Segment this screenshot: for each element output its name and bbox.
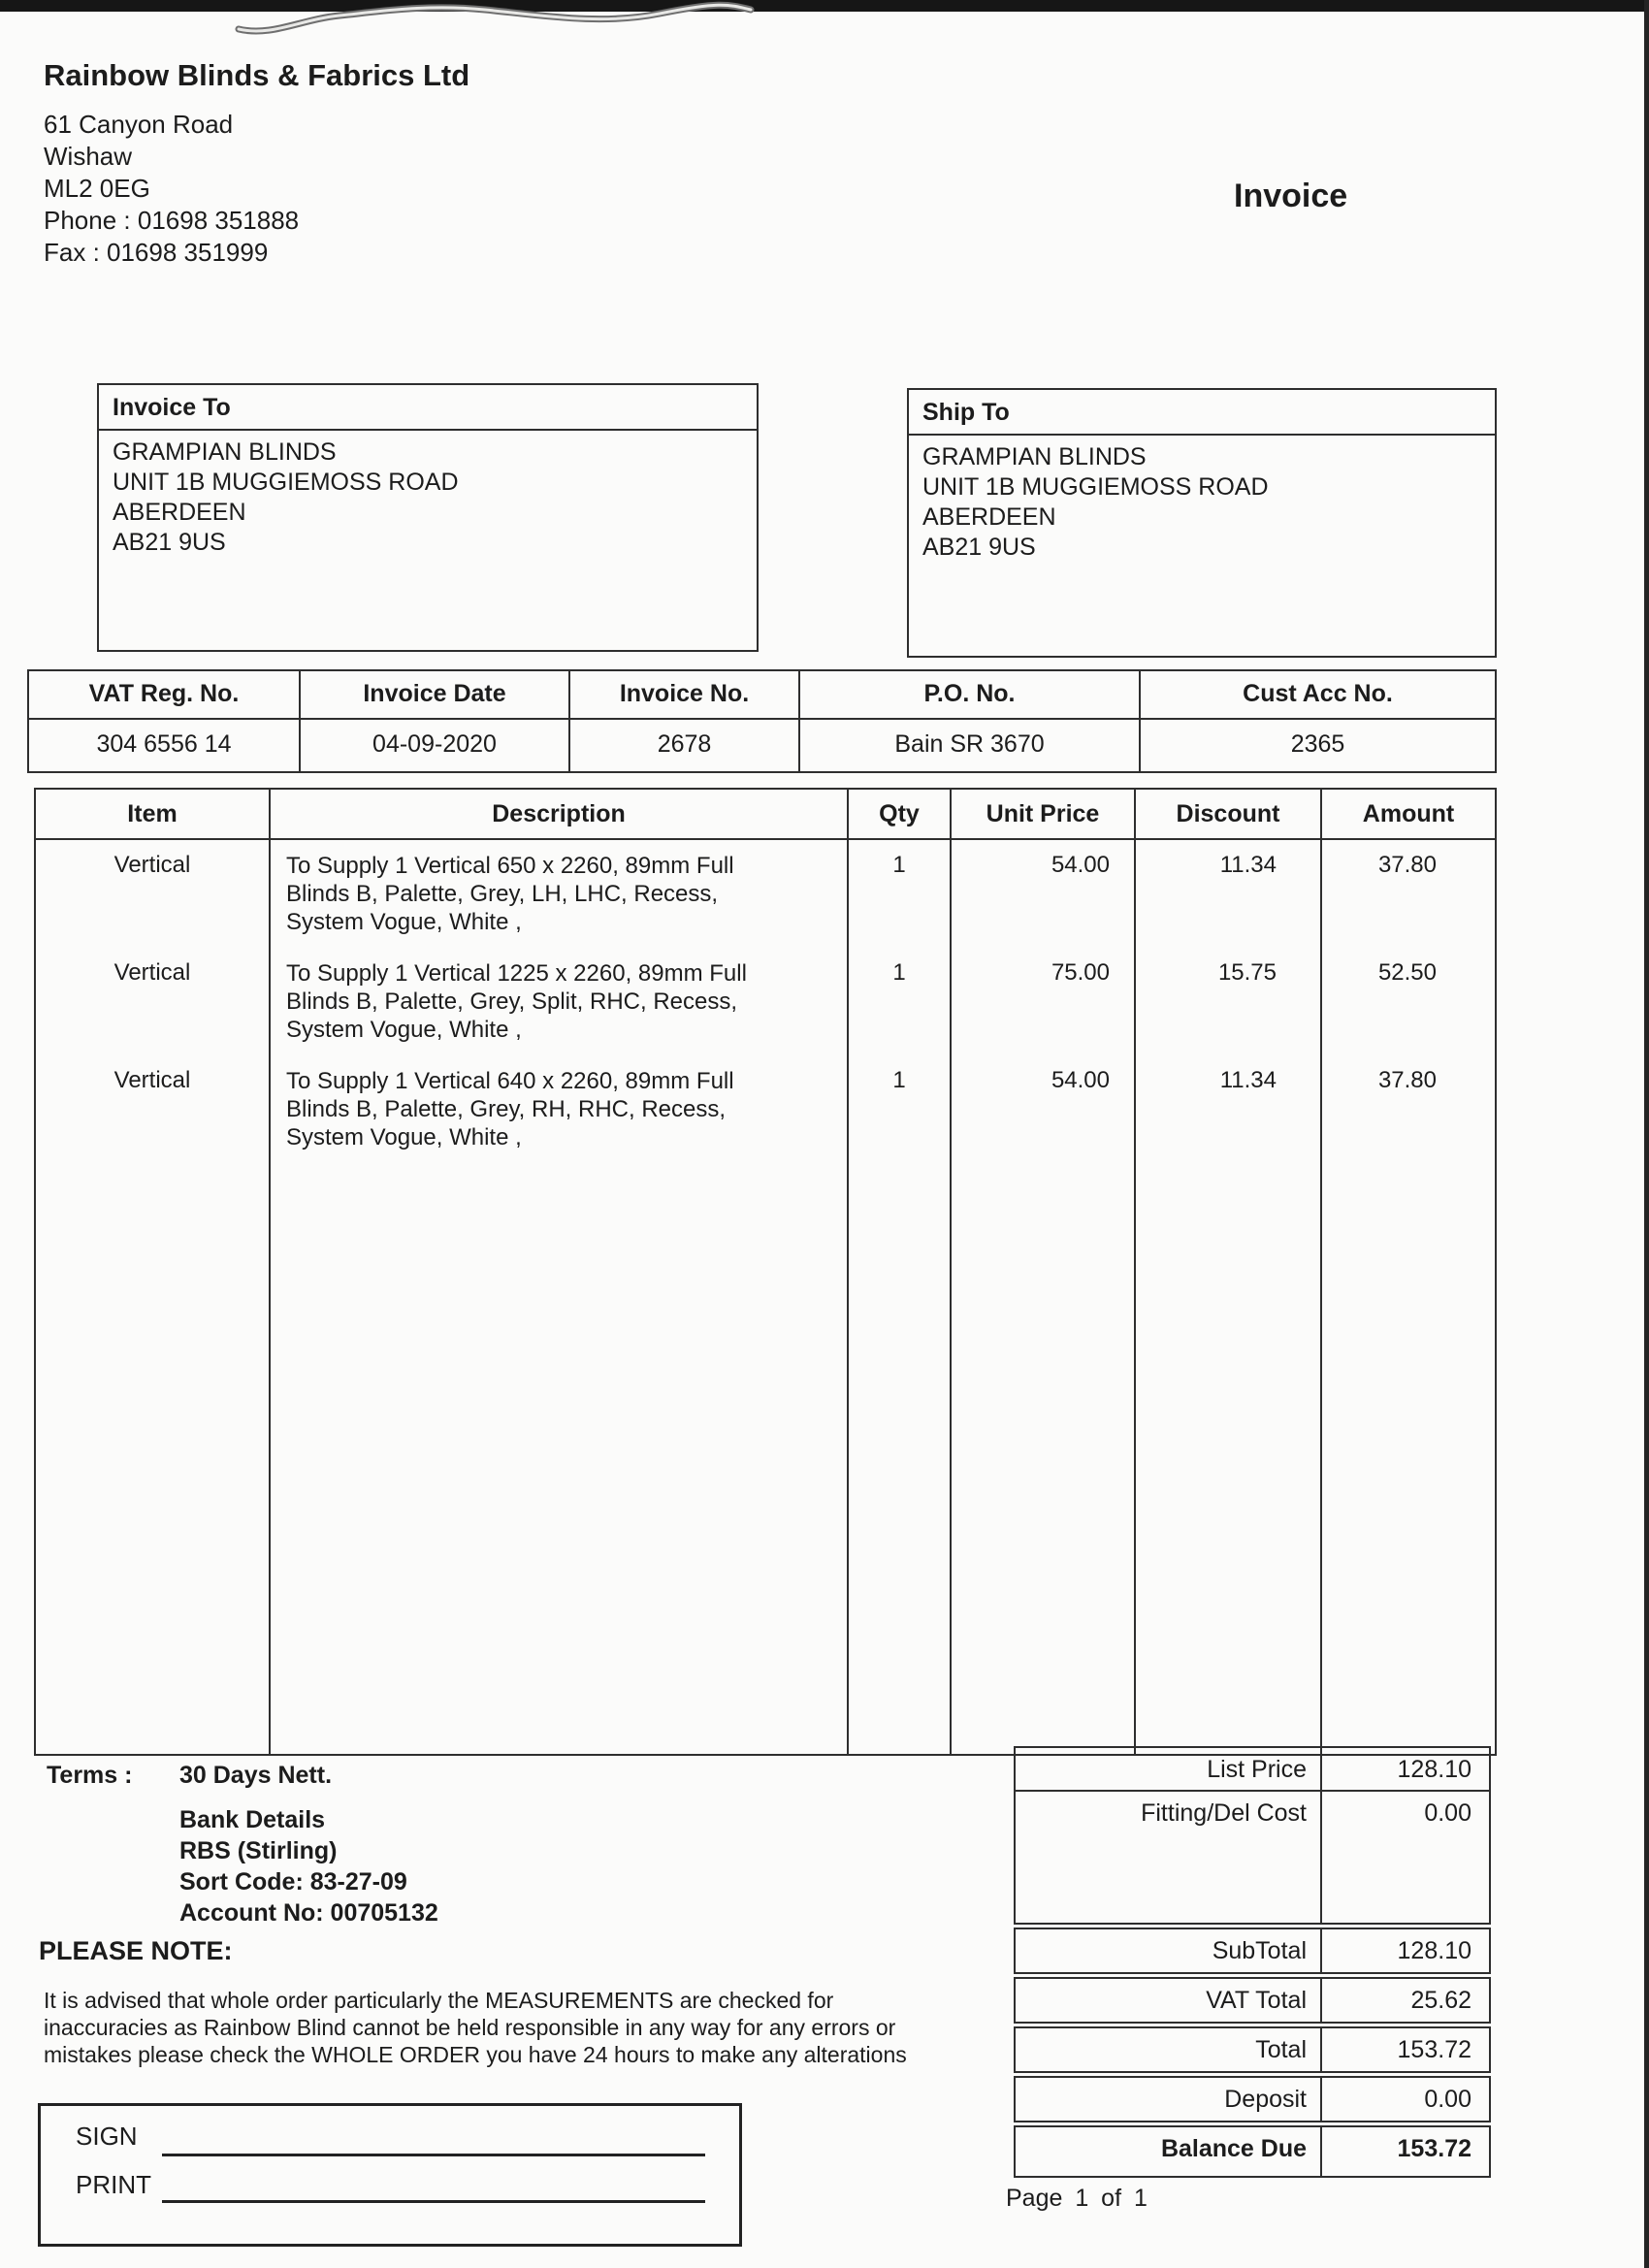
total-label: Total <box>1255 2036 1307 2063</box>
total-value: 25.62 <box>1320 1979 1489 2022</box>
address-line: ABERDEEN <box>922 503 1056 531</box>
total-row-deposit <box>1014 2076 1491 2122</box>
note-line: It is advised that whole order particularly the MEASUREMENTS are checked for <box>44 1988 834 2013</box>
description-line: System Vogue, White , <box>286 1124 522 1150</box>
bank-details <box>179 1804 438 1928</box>
info-header-cust-acc: Cust Acc No. <box>1141 671 1495 720</box>
total-row-balance-due <box>1014 2125 1491 2178</box>
item-qty: 1 <box>849 840 952 936</box>
total-value: 153.72 <box>1320 2127 1489 2176</box>
company-address-line: 61 Canyon Road <box>44 110 234 139</box>
items-header-amount: Amount <box>1322 790 1495 840</box>
terms-label: Terms : <box>47 1762 133 1789</box>
invoice-info-table <box>27 669 1497 773</box>
item-unit-price: 54.00 <box>952 1044 1136 1151</box>
item-description <box>271 1044 849 1151</box>
bank-account-no: Account No: 00705132 <box>179 1899 438 1927</box>
total-label: VAT Total <box>1206 1987 1307 2014</box>
company-address-line: Wishaw <box>44 142 133 171</box>
total-label: List Price <box>1207 1756 1307 1783</box>
table-filler <box>36 1151 271 1754</box>
total-label: Balance Due <box>1160 2135 1307 2162</box>
item-discount: 11.34 <box>1136 1044 1322 1151</box>
item-amount: 37.80 <box>1377 1067 1437 1093</box>
total-row-vat-total <box>1014 1977 1491 2024</box>
info-value-vat-reg: 304 6556 14 <box>29 720 301 771</box>
note-line: inaccuracies as Rainbow Blind cannot be held responsible in any way for any errors or <box>44 2015 896 2040</box>
info-value-invoice-no: 2678 <box>570 720 800 771</box>
invoice-to-box <box>97 383 759 652</box>
item-description <box>271 936 849 1044</box>
note-paragraph <box>44 1987 907 2068</box>
item-discount: 11.34 <box>1136 840 1322 936</box>
invoice-to-address <box>99 431 757 558</box>
terms-value: 30 Days Nett. <box>179 1762 333 1789</box>
address-line: UNIT 1B MUGGIEMOSS ROAD <box>922 473 1269 501</box>
info-value-invoice-date: 04-09-2020 <box>301 720 570 771</box>
print-label: PRINT <box>76 2170 151 2199</box>
total-row-fitting-del <box>1016 1790 1489 1923</box>
item-qty: 1 <box>849 1044 952 1151</box>
table-filler <box>849 1151 952 1754</box>
total-row-subtotal <box>1014 1928 1491 1974</box>
company-address-line: ML2 0EG <box>44 174 150 203</box>
bank-name: RBS (Stirling) <box>179 1837 338 1864</box>
sign-line <box>162 2154 705 2156</box>
item-qty: 1 <box>849 936 952 1044</box>
total-row-list-price <box>1016 1748 1489 1790</box>
items-header-item: Item <box>36 790 271 840</box>
description-line: To Supply 1 Vertical 650 x 2260, 89mm Full <box>286 853 734 879</box>
please-note-heading: PLEASE NOTE: <box>39 1936 233 1965</box>
item-unit-price: 75.00 <box>952 936 1136 1044</box>
line-items-table <box>34 788 1497 1756</box>
total-label: Fitting/Del Cost <box>1141 1799 1307 1827</box>
item-type: Vertical <box>36 936 271 1044</box>
document-title: Invoice <box>1234 178 1348 214</box>
description-line: Blinds B, Palette, Grey, RH, RHC, Recess, <box>286 1096 727 1122</box>
items-header-qty: Qty <box>849 790 952 840</box>
address-line: AB21 9US <box>113 529 226 556</box>
scan-right-edge <box>1644 0 1649 2268</box>
description-line: Blinds B, Palette, Grey, Split, RHC, Recess, <box>286 988 738 1015</box>
description-line: Blinds B, Palette, Grey, LH, LHC, Recess, <box>286 881 719 907</box>
address-line: GRAMPIAN BLINDS <box>113 438 337 466</box>
note-line: mistakes please check the WHOLE ORDER you have 24 hours to make any alterations <box>44 2042 907 2067</box>
total-value: 128.10 <box>1320 1748 1489 1790</box>
address-line: AB21 9US <box>922 534 1036 561</box>
info-header-vat-reg: VAT Reg. No. <box>29 671 301 720</box>
total-label: Deposit <box>1224 2086 1307 2113</box>
info-header-po-no: P.O. No. <box>800 671 1141 720</box>
description-line: System Vogue, White , <box>286 909 522 935</box>
address-line: ABERDEEN <box>113 499 246 526</box>
item-discount: 15.75 <box>1136 936 1322 1044</box>
bank-sort-code: Sort Code: 83-27-09 <box>179 1868 407 1895</box>
address-line: GRAMPIAN BLINDS <box>922 443 1147 470</box>
company-header <box>44 58 469 269</box>
signature-box <box>38 2103 742 2247</box>
table-filler <box>271 1151 849 1754</box>
invoice-to-label: Invoice To <box>99 385 757 431</box>
bank-details-heading: Bank Details <box>179 1806 326 1833</box>
item-description <box>271 840 849 936</box>
ship-to-box <box>907 388 1497 658</box>
table-filler <box>1322 1151 1495 1754</box>
total-row-total <box>1014 2026 1491 2073</box>
company-name: Rainbow Blinds & Fabrics Ltd <box>44 58 470 92</box>
company-fax: Fax : 01698 351999 <box>44 238 269 267</box>
address-line: UNIT 1B MUGGIEMOSS ROAD <box>113 469 459 496</box>
info-value-po-no: Bain SR 3670 <box>800 720 1141 771</box>
company-phone: Phone : 01698 351888 <box>44 206 300 235</box>
print-line <box>162 2200 705 2203</box>
info-header-invoice-date: Invoice Date <box>301 671 570 720</box>
info-header-invoice-no: Invoice No. <box>570 671 800 720</box>
total-value: 153.72 <box>1320 2028 1489 2071</box>
description-line: System Vogue, White , <box>286 1017 522 1043</box>
total-value: 0.00 <box>1320 2078 1489 2121</box>
total-value: 128.10 <box>1320 1929 1489 1972</box>
table-filler <box>1136 1151 1322 1754</box>
page-number: Page 1 of 1 <box>1006 2185 1148 2212</box>
items-header-unit-price: Unit Price <box>952 790 1136 840</box>
description-line: To Supply 1 Vertical 1225 x 2260, 89mm Full <box>286 960 747 987</box>
total-label: SubTotal <box>1212 1937 1307 1964</box>
item-amount: 52.50 <box>1377 959 1437 986</box>
totals-upper-box <box>1014 1746 1491 1925</box>
scan-squiggle-artifact <box>233 0 757 49</box>
description-line: To Supply 1 Vertical 640 x 2260, 89mm Full <box>286 1068 734 1094</box>
item-type: Vertical <box>36 840 271 936</box>
items-header-description: Description <box>271 790 849 840</box>
total-value: 0.00 <box>1320 1792 1489 1923</box>
sign-label: SIGN <box>76 2122 138 2151</box>
items-header-discount: Discount <box>1136 790 1322 840</box>
totals-panel <box>1014 1746 1491 2178</box>
item-type: Vertical <box>36 1044 271 1151</box>
ship-to-address <box>909 436 1495 563</box>
table-filler <box>952 1151 1136 1754</box>
ship-to-label: Ship To <box>909 390 1495 436</box>
item-unit-price: 54.00 <box>952 840 1136 936</box>
item-amount: 37.80 <box>1377 852 1437 878</box>
info-value-cust-acc: 2365 <box>1290 730 1345 758</box>
